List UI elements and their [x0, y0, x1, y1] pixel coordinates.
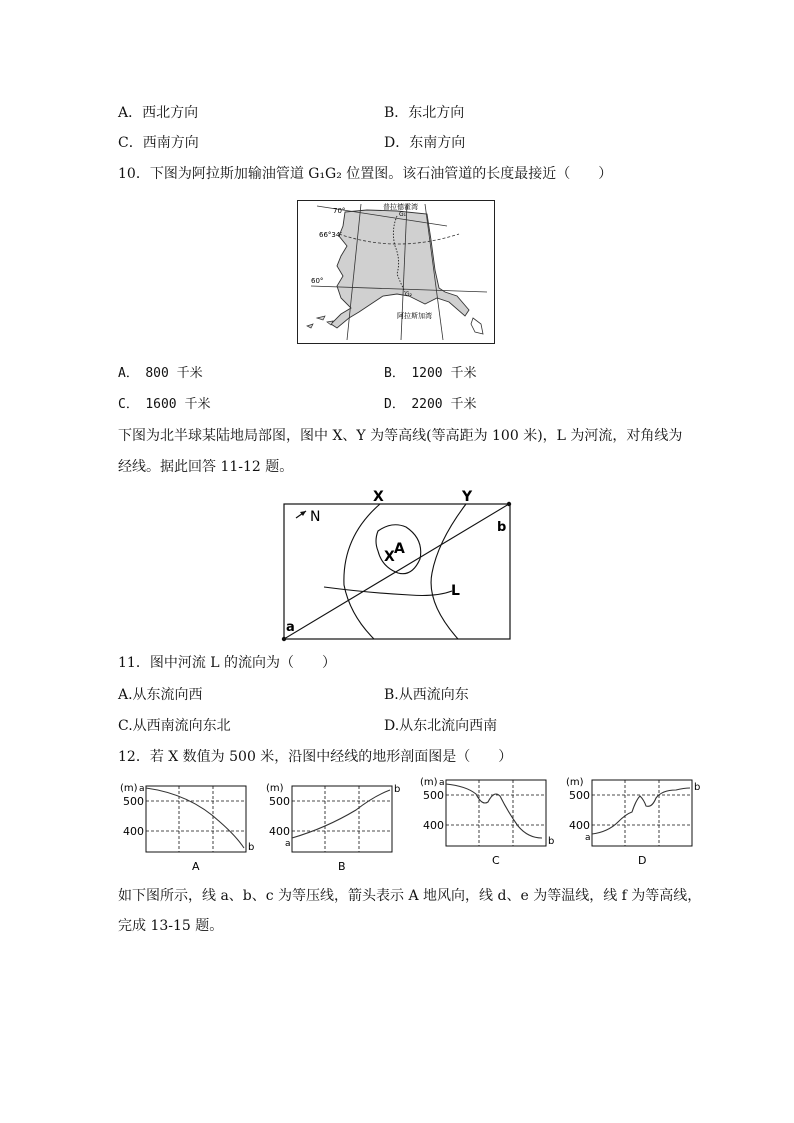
- intro-13-15-line1: 如下图所示，线 a、b、c 为等压线，箭头表示 A 地风向，线 d、e 为等温线，线 f 为等高线，: [118, 888, 702, 904]
- lat-60-label: 60°: [311, 277, 324, 285]
- point-b-label: b: [497, 520, 507, 535]
- contour-y-label: Y: [462, 489, 473, 505]
- contour-map: [280, 485, 515, 645]
- q9-option-a: A．西北方向: [118, 105, 199, 121]
- profile-a-end: b: [248, 842, 255, 853]
- intro-11-12-line2: 经线。据此回答 11-12 题。: [118, 459, 294, 475]
- contour-x-label: X: [373, 489, 384, 505]
- q10-option-a: A． 800 千米: [118, 366, 203, 381]
- lat-66-label: 66°34′: [319, 231, 342, 239]
- profile-chart-d: [566, 772, 706, 872]
- profile-a-400: 400: [123, 825, 144, 838]
- river-l-label: L: [451, 583, 460, 599]
- inner-x-label: X: [384, 549, 395, 565]
- profile-c-unit: (m): [420, 777, 438, 788]
- q10-option-d: D． 2200 千米: [384, 397, 477, 412]
- q10-option-b: B． 1200 千米: [384, 366, 477, 381]
- q11-option-a: A.从东流向西: [118, 687, 203, 703]
- profile-b-400: 400: [269, 825, 290, 838]
- contour-x: [344, 504, 380, 639]
- profile-c-label: C: [492, 854, 500, 867]
- g1-label: G₁: [399, 211, 407, 218]
- q10-option-c: C． 1600 千米: [118, 397, 211, 412]
- point-A-label: A: [394, 541, 405, 557]
- q11-stem: 11．图中河流 L 的流向为（ ）: [118, 655, 337, 671]
- profile-chart-b: [266, 778, 406, 878]
- profile-b-unit: (m): [266, 783, 284, 794]
- q9-option-d: D．东南方向: [384, 135, 466, 151]
- profile-b-500: 500: [269, 795, 290, 808]
- profile-a-unit: (m): [120, 783, 138, 794]
- q11-option-c: C.从西南流向东北: [118, 718, 231, 734]
- profile-c-start: a: [439, 778, 445, 788]
- profile-d-label: D: [638, 854, 647, 867]
- intro-13-15-line2: 完成 13-15 题。: [118, 918, 224, 934]
- profile-a-label: A: [192, 860, 200, 873]
- q9-option-c: C．西南方向: [118, 135, 199, 151]
- g2-label: G₂: [405, 291, 413, 298]
- profile-b-curve: [292, 790, 390, 838]
- profile-d-curve: [592, 788, 690, 834]
- profile-c-500: 500: [423, 789, 444, 802]
- q12-stem: 12．若 X 数值为 500 米，沿图中经线的地形剖面图是（ ）: [118, 749, 513, 765]
- q11-option-d: D.从东北流向西南: [384, 718, 498, 734]
- q9-option-b: B．东北方向: [384, 105, 465, 121]
- profile-c-400: 400: [423, 819, 444, 832]
- north-label: N: [310, 509, 321, 525]
- profile-d-500: 500: [569, 789, 590, 802]
- profile-c-end: b: [548, 836, 555, 847]
- profile-a-curve: [146, 788, 244, 848]
- profile-chart-a: [120, 778, 260, 878]
- profile-a-start: a: [139, 784, 145, 794]
- profile-b-label: B: [338, 860, 346, 873]
- prudhoe-bay-label: 普拉德霍湾: [383, 203, 418, 211]
- profile-d-unit: (m): [566, 777, 584, 788]
- profile-b-end: b: [394, 784, 401, 795]
- lat-70-label: 70°: [333, 207, 346, 215]
- profile-b-start: a: [285, 839, 291, 849]
- profile-a-500: 500: [123, 795, 144, 808]
- gulf-of-alaska-label: 阿拉斯加湾: [397, 312, 432, 320]
- contour-y: [431, 504, 466, 639]
- profile-c-curve: [446, 784, 542, 838]
- profile-d-start: a: [585, 833, 591, 843]
- profile-d-400: 400: [569, 819, 590, 832]
- intro-11-12-line1: 下图为北半球某陆地局部图，图中 X、Y 为等高线(等高距为 100 米)，L 为河流，对角线为: [118, 428, 683, 444]
- profile-d-end: b: [694, 782, 701, 793]
- q11-option-b: B.从西流向东: [384, 687, 469, 703]
- profile-chart-c: [420, 772, 560, 872]
- q10-stem: 10．下图为阿拉斯加输油管道 G₁G₂ 位置图。该石油管道的长度最接近（ ）: [118, 166, 613, 182]
- alaska-pipeline-map: [297, 200, 495, 344]
- point-a-label: a: [286, 620, 295, 635]
